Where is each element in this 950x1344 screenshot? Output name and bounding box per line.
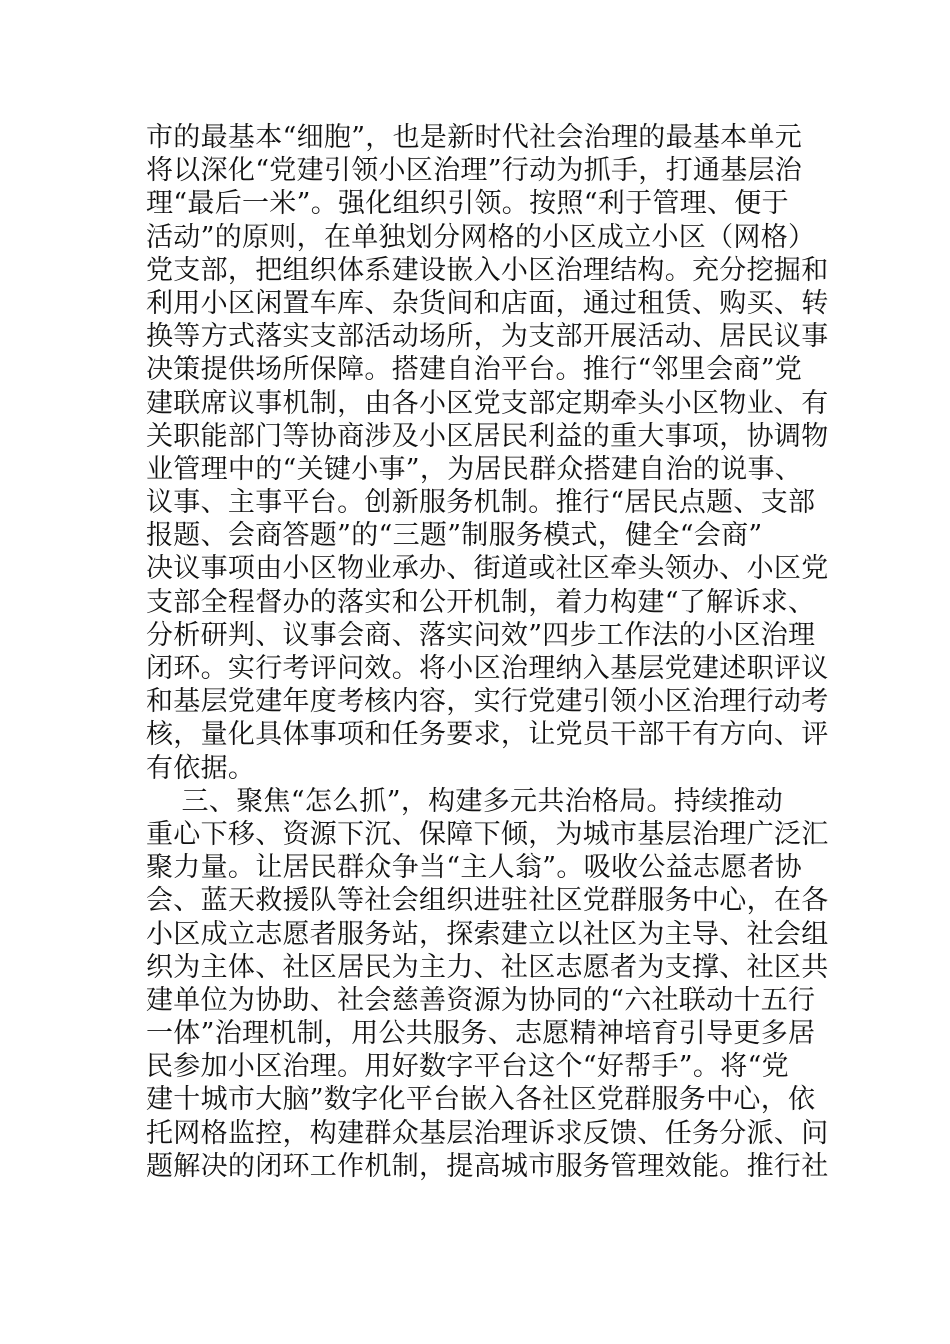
text-line: 支部全程督办的落实和公开机制，着力构建“了解诉求、: [146, 586, 816, 618]
text-line: 分析研判、议事会商、落实问效”四步工作法的小区治理: [146, 619, 816, 651]
text-line: 关职能部门等协商涉及小区居民利益的重大事项，协调物: [146, 420, 829, 452]
body-text: [146, 121, 829, 1183]
text-line: 建单位为协助、社会慈善资源为协同的“六社联动十五行: [146, 984, 816, 1016]
text-line: 理“最后一米”。强化组织引领。按照“利于管理、便于: [146, 188, 789, 220]
text-line: 和基层党建年度考核内容，实行党建引领小区治理行动考: [146, 686, 829, 718]
text-line: 闭环。实行考评问效。将小区治理纳入基层党建述职评议: [146, 653, 829, 684]
text-line: 托网格监控，构建群众基层治理诉求反馈、任务分派、问: [146, 1117, 829, 1149]
text-line: 议事、主事平台。创新服务机制。推行“居民点题、支部: [146, 487, 816, 519]
text-line: 织为主体、社区居民为主力、社区志愿者为支撑、社区共: [146, 951, 829, 983]
text-line: 建十城市大脑”数字化平台嵌入各社区党群服务中心，依: [146, 1084, 816, 1116]
text-line: 换等方式落实支部活动场所，为支部开展活动、居民议事: [146, 321, 829, 353]
text-line: 有依据。: [146, 752, 256, 784]
text-line: 民参加小区治理。用好数字平台这个“好帮手”。将“党: [146, 1051, 789, 1083]
text-line: 建联席议事机制，由各小区党支部定期牵头小区物业、有: [146, 387, 829, 419]
text-line: 利用小区闲置车库、杂货间和店面，通过租赁、购买、转: [146, 287, 829, 319]
text-line: 聚力量。让居民群众争当“主人翁”。吸收公益志愿者协: [146, 852, 803, 884]
text-line: 一体”治理机制，用公共服务、志愿精神培育引导更多居: [146, 1018, 816, 1050]
text-line: 将以深化“党建引领小区治理”行动为抓手，打通基层治: [146, 155, 803, 187]
text-line: 题解决的闭环工作机制，提高城市服务管理效能。推行社: [146, 1150, 829, 1182]
text-line: 报题、会商答题”的“三题”制服务模式，健全“会商”: [146, 520, 763, 552]
text-line: 活动”的原则，在单独划分网格的小区成立小区（网格）: [146, 221, 816, 253]
text-line: 重心下移、资源下沉、保障下倾，为城市基层治理广泛汇: [146, 818, 829, 850]
text-line: 决议事项由小区物业承办、街道或社区牵头领办、小区党: [146, 553, 829, 585]
text-line: 市的最基本“细胞”，也是新时代社会治理的最基本单元: [146, 122, 803, 153]
text-line: 小区成立志愿者服务站，探索建立以社区为主导、社会组: [146, 918, 829, 950]
text-line: 决策提供场所保障。搭建自治平台。推行“邻里会商”党: [146, 354, 803, 386]
text-line: 会、蓝天救援队等社会组织进驻社区党群服务中心，在各: [146, 885, 829, 917]
text-line: 党支部，把组织体系建设嵌入小区治理结构。充分挖掘和: [146, 254, 829, 286]
text-line: 业管理中的“关键小事”，为居民群众搭建自治的说事、: [146, 453, 803, 485]
text-line: 三、聚焦“怎么抓”，构建多元共治格局。持续推动: [146, 785, 784, 817]
text-line: 核，量化具体事项和任务要求，让党员干部干有方向、评: [146, 719, 829, 751]
